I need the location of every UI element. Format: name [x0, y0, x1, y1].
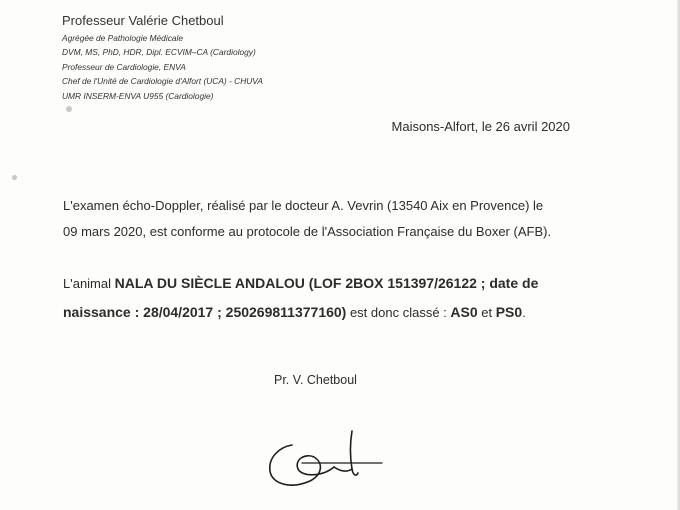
classification-line-2 [63, 298, 583, 327]
credential-line: Professeur de Cardiologie, ENVA [62, 61, 186, 72]
and-text: et [477, 305, 496, 320]
classified-text: est donc classé : [346, 305, 451, 320]
letterhead [62, 12, 462, 103]
credential-line: DVM, MS, PhD, HDR, Dipl. ECVIM–CA (Cardiology) [62, 47, 256, 58]
animal-details-cont: naissance : 28/04/2017 ; 250269811377160) [63, 304, 347, 320]
author-name: Professeur Valérie Chetboul [62, 13, 224, 28]
credential-line: UMR INSERM-ENVA U955 (Cardiologie) [62, 90, 214, 101]
aortic-grade: AS0 [450, 304, 478, 320]
handwritten-signature [262, 423, 392, 495]
exam-line-2: 09 mars 2020, est conforme au protocole de l'Association Française du Boxer (AFB). [63, 224, 552, 239]
place-date: Maisons-Alfort, le 26 avril 2020 [391, 119, 570, 134]
classification-paragraph [63, 269, 583, 327]
classification-line-1 [63, 269, 583, 298]
credential-line: Chef de l'Unité de Cardiologie d'Alfort (UCA) - CHUVA [62, 76, 264, 87]
exam-paragraph [63, 193, 583, 245]
animal-details: NALA DU SIÈCLE ANDALOU (LOF 2BOX 151397/26122 ; date de [114, 275, 539, 291]
credential-line: Agrégée de Pathologie Médicale [62, 33, 184, 43]
pulmonary-grade: PS0 [495, 304, 523, 320]
exam-line-1: L'examen écho-Doppler, réalisé par le docteur A. Vevrin (13540 Aix en Provence) le [63, 198, 544, 213]
paper-speck [66, 106, 72, 112]
intro-text: L'animal [63, 276, 115, 291]
paper-speck [12, 175, 17, 180]
end-punctuation: . [522, 305, 526, 320]
signatory-name: Pr. V. Chetboul [274, 373, 357, 387]
